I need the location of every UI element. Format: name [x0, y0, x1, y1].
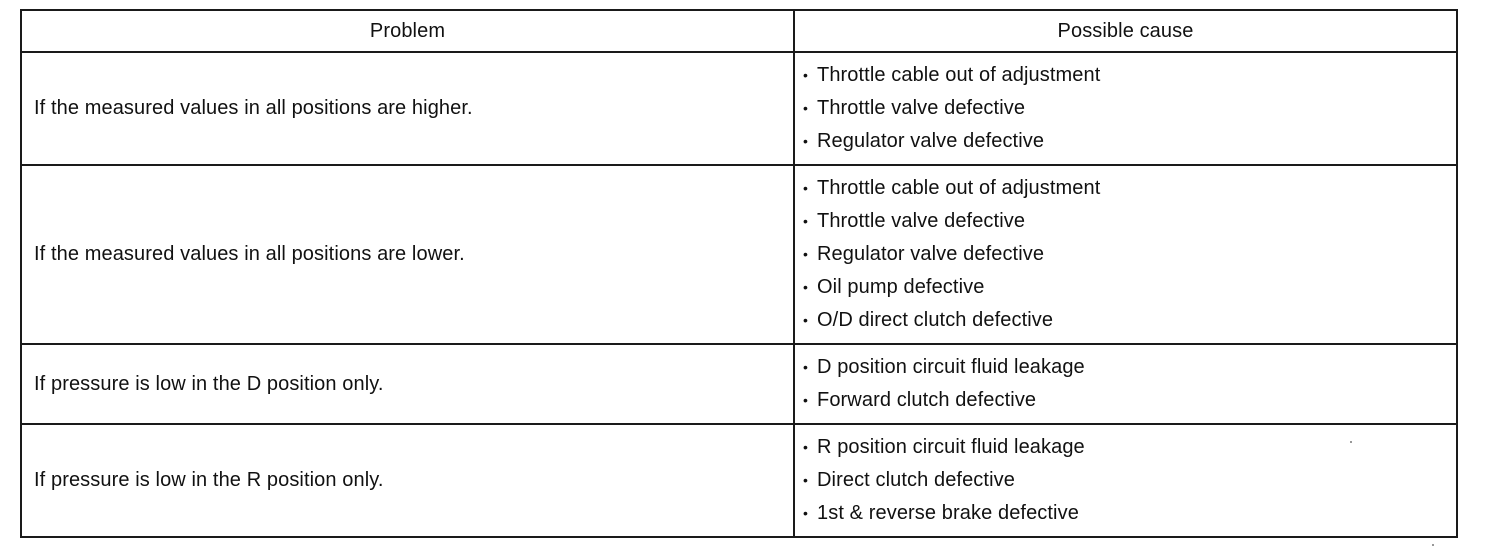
cause-item	[803, 384, 1456, 417]
cause-item	[803, 497, 1456, 530]
cause-text: D position circuit fluid leakage	[817, 356, 1085, 378]
cause-cell	[794, 52, 1457, 165]
cause-item	[803, 172, 1456, 205]
cause-item	[803, 59, 1456, 92]
bullet-icon: •	[803, 246, 809, 262]
table-row	[21, 424, 1457, 537]
cause-list	[803, 172, 1456, 337]
bullet-icon: •	[803, 67, 809, 83]
cause-cell	[794, 165, 1457, 344]
bullet-icon: •	[803, 279, 809, 295]
cause-list	[803, 351, 1456, 417]
cause-item	[803, 304, 1456, 337]
cause-text: Throttle valve defective	[817, 97, 1026, 119]
cause-item	[803, 125, 1456, 158]
cause-list	[803, 59, 1456, 158]
cause-item	[803, 351, 1456, 384]
troubleshooting-table-container	[20, 9, 1456, 538]
cause-item	[803, 464, 1456, 497]
header-row	[21, 10, 1457, 52]
cause-list	[803, 431, 1456, 530]
problem-cell: If the measured values in all positions are lower.	[21, 165, 794, 344]
bullet-icon: •	[803, 133, 809, 149]
table-row	[21, 165, 1457, 344]
table-row	[21, 344, 1457, 424]
problem-cell: If pressure is low in the D position only.	[21, 344, 794, 424]
bullet-icon: •	[803, 359, 809, 375]
scan-speck	[1432, 544, 1434, 546]
bullet-icon: •	[803, 392, 809, 408]
bullet-icon: •	[803, 505, 809, 521]
cause-text: Throttle valve defective	[817, 210, 1026, 232]
bullet-icon: •	[803, 180, 809, 196]
scan-speck	[1350, 441, 1352, 443]
cause-text: Regulator valve defective	[817, 130, 1045, 152]
problem-cell: If the measured values in all positions are higher.	[21, 52, 794, 165]
cause-text: Regulator valve defective	[817, 243, 1045, 265]
cause-text: O/D direct clutch defective	[817, 309, 1054, 331]
troubleshooting-table	[20, 9, 1458, 538]
bullet-icon: •	[803, 213, 809, 229]
cause-text: R position circuit fluid leakage	[817, 436, 1085, 458]
cause-cell	[794, 344, 1457, 424]
header-problem: Problem	[21, 10, 794, 52]
problem-cell: If pressure is low in the R position only.	[21, 424, 794, 537]
cause-item	[803, 205, 1456, 238]
cause-text: Direct clutch defective	[817, 469, 1015, 491]
cause-text: Oil pump defective	[817, 276, 985, 298]
cause-item	[803, 238, 1456, 271]
cause-item	[803, 271, 1456, 304]
cause-item	[803, 92, 1456, 125]
cause-text: Throttle cable out of adjustment	[817, 177, 1101, 199]
bullet-icon: •	[803, 312, 809, 328]
cause-text: Throttle cable out of adjustment	[817, 64, 1101, 86]
bullet-icon: •	[803, 100, 809, 116]
header-possible-cause: Possible cause	[794, 10, 1457, 52]
cause-cell	[794, 424, 1457, 537]
cause-text: 1st & reverse brake defective	[817, 502, 1079, 524]
bullet-icon: •	[803, 439, 809, 455]
cause-item	[803, 431, 1456, 464]
table-row	[21, 52, 1457, 165]
bullet-icon: •	[803, 472, 809, 488]
cause-text: Forward clutch defective	[817, 389, 1037, 411]
